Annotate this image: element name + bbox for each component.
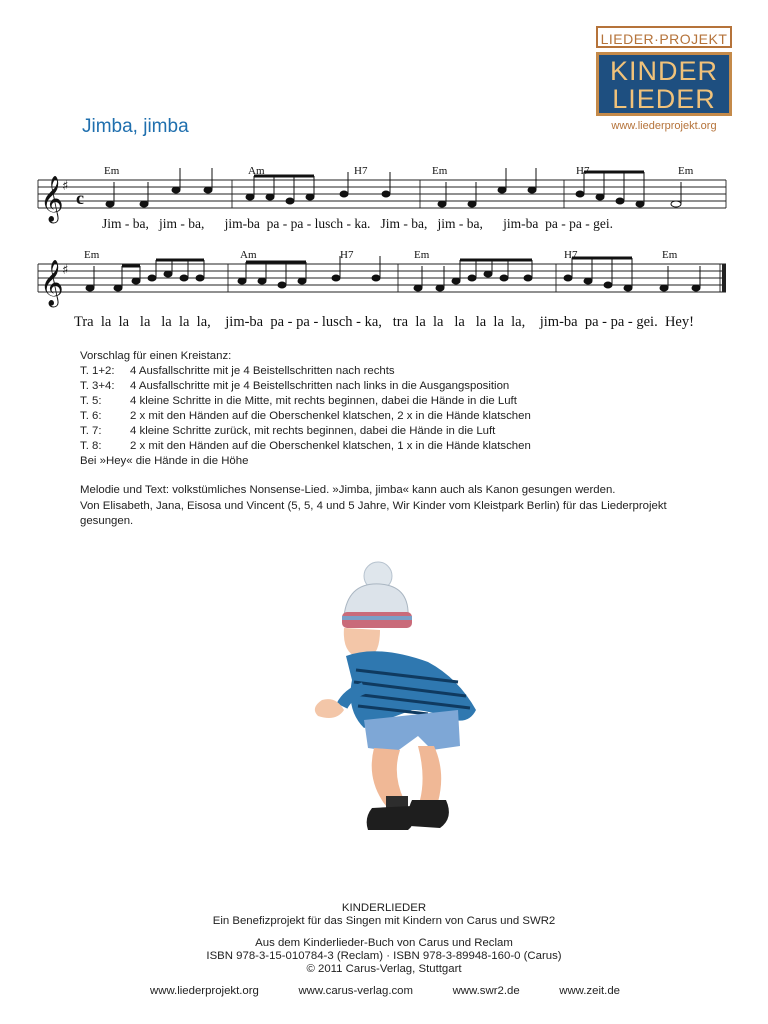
common-time-icon: c xyxy=(76,188,84,208)
step-text: 4 kleine Schritte zurück, mit rechts beginnen, dabei die Hände in die Luft xyxy=(130,425,496,437)
dance-step xyxy=(80,364,531,379)
chord-1-1: Em xyxy=(104,165,120,177)
logo-top-label: LIEDER·PROJEKT xyxy=(596,26,732,48)
footer-subtitle: Ein Benefizprojekt für das Singen mit Kindern von Carus und SWR2 xyxy=(212,915,556,927)
step-label: T. 6: xyxy=(80,410,102,422)
dance-footer: Bei »Hey« die Hände in die Höhe xyxy=(80,455,249,467)
footer-book: Aus dem Kinderlieder-Buch von Carus und Reclam xyxy=(255,937,513,949)
link-swr2[interactable]: www.swr2.de xyxy=(452,985,520,997)
chord-1-4: Em xyxy=(432,165,448,177)
sheet-music xyxy=(36,150,736,340)
chord-2-6: Em xyxy=(662,249,678,261)
chord-2-5: H7 xyxy=(564,249,578,261)
credits xyxy=(80,483,720,529)
dance-step xyxy=(80,394,531,409)
credits-melody: Melodie und Text: volkstümliches Nonsense-Lied. »Jimba, jimba« kann auch als Kanon gesungen werden. xyxy=(80,484,616,496)
logo-line1: KINDER xyxy=(609,56,718,86)
dance-step xyxy=(80,379,531,394)
chord-1-5: H7 xyxy=(576,165,590,177)
chord-1-2: Am xyxy=(248,165,265,177)
link-carus-verlag[interactable]: www.carus-verlag.com xyxy=(298,985,414,997)
child-illustration xyxy=(308,560,488,860)
step-label: T. 7: xyxy=(80,425,102,437)
kinderlieder-logo xyxy=(596,26,732,132)
chord-2-2: Am xyxy=(240,249,257,261)
dance-step xyxy=(80,439,531,454)
chord-2-4: Em xyxy=(414,249,430,261)
step-label: T. 1+2: xyxy=(80,365,115,377)
footer-isbn: ISBN 978-3-15-010784-3 (Reclam) · ISBN 978-3-89948-160-0 (Carus) xyxy=(206,950,562,962)
chord-2-1: Em xyxy=(84,249,100,261)
link-liederprojekt[interactable]: www.liederprojekt.org xyxy=(150,985,259,997)
link-zeit[interactable]: www.zeit.de xyxy=(559,985,620,997)
chord-2-3: H7 xyxy=(340,249,354,261)
logo-box xyxy=(596,52,732,116)
step-label: T. 8: xyxy=(80,440,102,452)
lyrics-line-1: Jim - ba, jim - ba, jim-ba pa - pa - lusch - ka. Jim - ba, jim - ba, jim-ba pa - pa - gei. xyxy=(102,216,613,231)
step-label: T. 3+4: xyxy=(80,380,115,392)
footer-series: KINDERLIEDER xyxy=(341,902,427,914)
treble-clef-icon-2: 𝄞 xyxy=(40,260,64,306)
sharp-icon-2: ♯ xyxy=(62,263,69,278)
dance-heading: Vorschlag für einen Kreistanz: xyxy=(80,350,232,362)
logo-line2: LIEDER xyxy=(612,84,716,114)
sharp-icon: ♯ xyxy=(62,179,69,194)
chord-1-6: Em xyxy=(678,165,694,177)
staff-2 xyxy=(38,264,726,292)
dance-step xyxy=(80,409,531,424)
song-title: Jimba, jimba xyxy=(82,116,189,137)
logo-url[interactable]: www.liederprojekt.org xyxy=(611,120,717,132)
step-text: 2 x mit den Händen auf die Oberschenkel klatschen, 1 x in die Hände klatschen xyxy=(130,440,531,452)
treble-clef-icon: 𝄞 xyxy=(40,176,64,222)
step-text: 2 x mit den Händen auf die Oberschenkel klatschen, 2 x in die Hände klatschen xyxy=(130,410,531,422)
lyrics-line-2: Tra la la la la la la, jim-ba pa - pa - lusch - ka, tra la la la la la la, jim-ba pa - pa - gei. Hey! xyxy=(74,314,694,330)
footer-copyright: © 2011 Carus-Verlag, Stuttgart xyxy=(306,963,462,975)
chord-1-3: H7 xyxy=(354,165,368,177)
step-text: 4 Ausfallschritte mit je 4 Beistellschritten nach links in die Ausgangsposition xyxy=(130,380,510,392)
step-text: 4 Ausfallschritte mit je 4 Beistellschritten nach rechts xyxy=(130,365,395,377)
step-label: T. 5: xyxy=(80,395,102,407)
dance-step xyxy=(80,424,531,439)
step-text: 4 kleine Schritte in die Mitte, mit rechts beginnen, dabei die Hände in die Luft xyxy=(130,395,517,407)
dance-instructions xyxy=(80,349,531,469)
credits-singers: Von Elisabeth, Jana, Eisosa und Vincent (5, 5, 4 und 5 Jahre, Wir Kinder vom Kleistpark Berlin) für das Liederprojekt gesungen. xyxy=(80,500,667,527)
notes-staff-2 xyxy=(86,256,700,291)
footer-links xyxy=(150,985,620,997)
